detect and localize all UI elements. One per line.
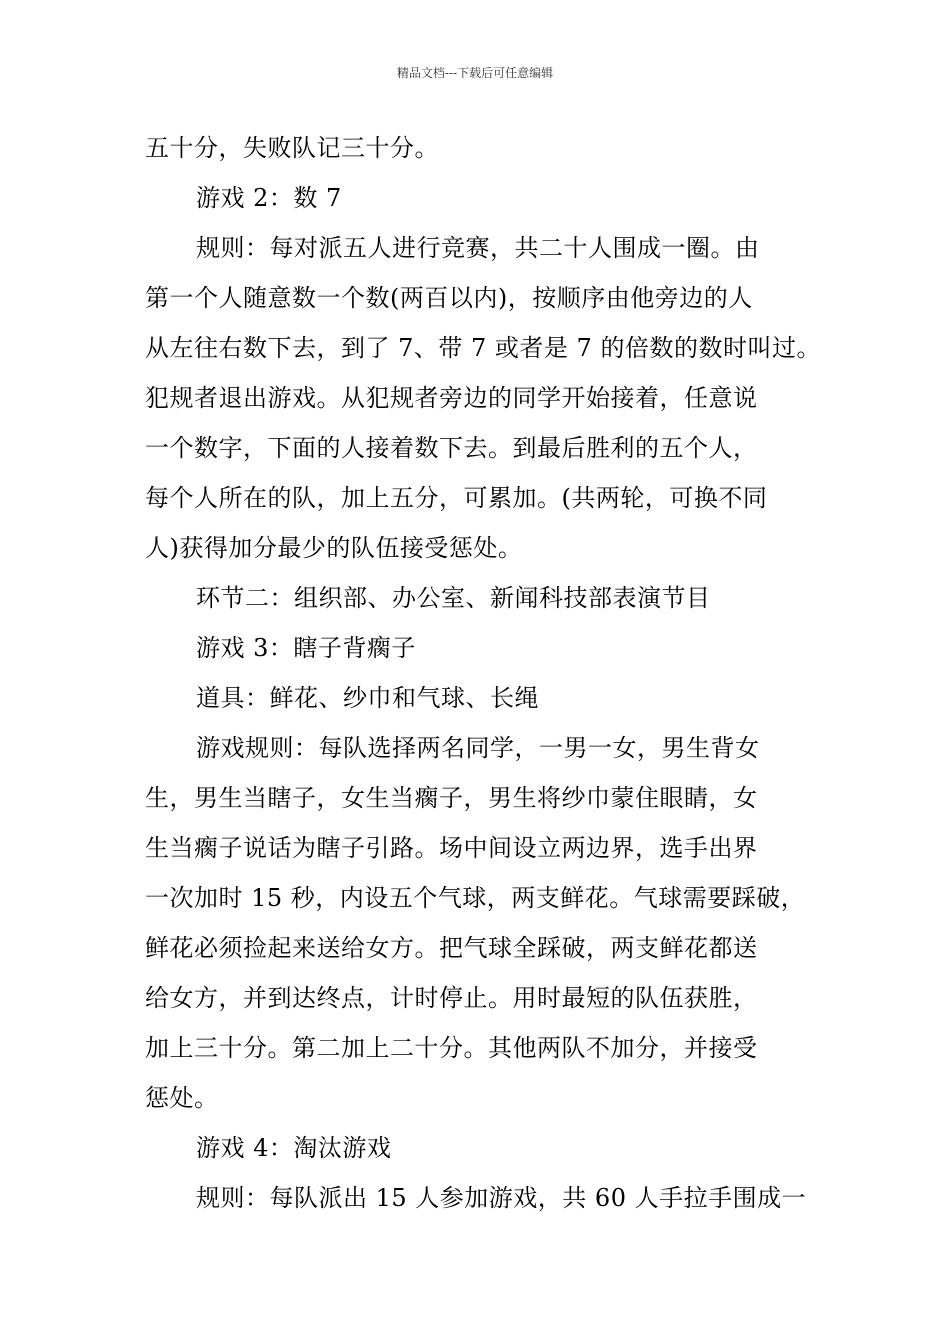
- text-line: 人)获得加分最少的队伍接受惩处。: [145, 534, 523, 562]
- text-line: 犯规者退出游戏。从犯规者旁边的同学开始接着，任意说: [145, 384, 758, 412]
- section-heading: 环节二：组织部、办公室、新闻科技部表演节目: [196, 584, 711, 612]
- section-heading: 游戏 4：淘汰游戏: [196, 1134, 392, 1162]
- text-line: 给女方，并到达终点，计时停止。用时最短的队伍获胜，: [145, 984, 758, 1012]
- text-line: 生当瘸子说话为瞎子引路。场中间设立两边界，选手出界: [145, 834, 758, 862]
- text-line: 五十分，失败队记三十分。: [145, 134, 439, 162]
- text-line: 惩处。: [145, 1084, 219, 1112]
- text-line: 规则：每对派五人进行竞赛，共二十人围成一圈。由: [196, 234, 760, 262]
- text-line: 每个人所在的队，加上五分，可累加。(共两轮，可换不同: [145, 484, 768, 512]
- text-line: 加上三十分。第二加上二十分。其他两队不加分，并接受: [145, 1034, 758, 1062]
- text-line: 生，男生当瞎子，女生当瘸子，男生将纱巾蒙住眼睛，女: [145, 784, 758, 812]
- text-line: 从左往右数下去，到了 7、带 7 或者是 7 的倍数的数时叫过。: [145, 334, 821, 362]
- section-heading: 游戏 2：数 7: [196, 184, 342, 212]
- text-line: 一个数字，下面的人接着数下去。到最后胜利的五个人，: [145, 434, 758, 462]
- text-line: 道具：鲜花、纱巾和气球、长绳: [196, 684, 539, 712]
- text-line: 第一个人随意数一个数(两百以内)，按顺序由他旁边的人: [145, 284, 753, 312]
- text-line: 游戏规则：每队选择两名同学，一男一女，男生背女: [196, 734, 760, 762]
- text-line: 鲜花必须捡起来送给女方。把气球全踩破，两支鲜花都送: [145, 934, 758, 962]
- section-heading: 游戏 3：瞎子背瘸子: [196, 634, 416, 662]
- text-line: 规则：每队派出 15 人参加游戏，共 60 人手拉手围成一: [196, 1184, 807, 1212]
- text-line: 一次加时 15 秒，内设五个气球，两支鲜花。气球需要踩破，: [145, 884, 806, 912]
- page-header: 精品文档---下载后可任意编辑: [396, 66, 554, 80]
